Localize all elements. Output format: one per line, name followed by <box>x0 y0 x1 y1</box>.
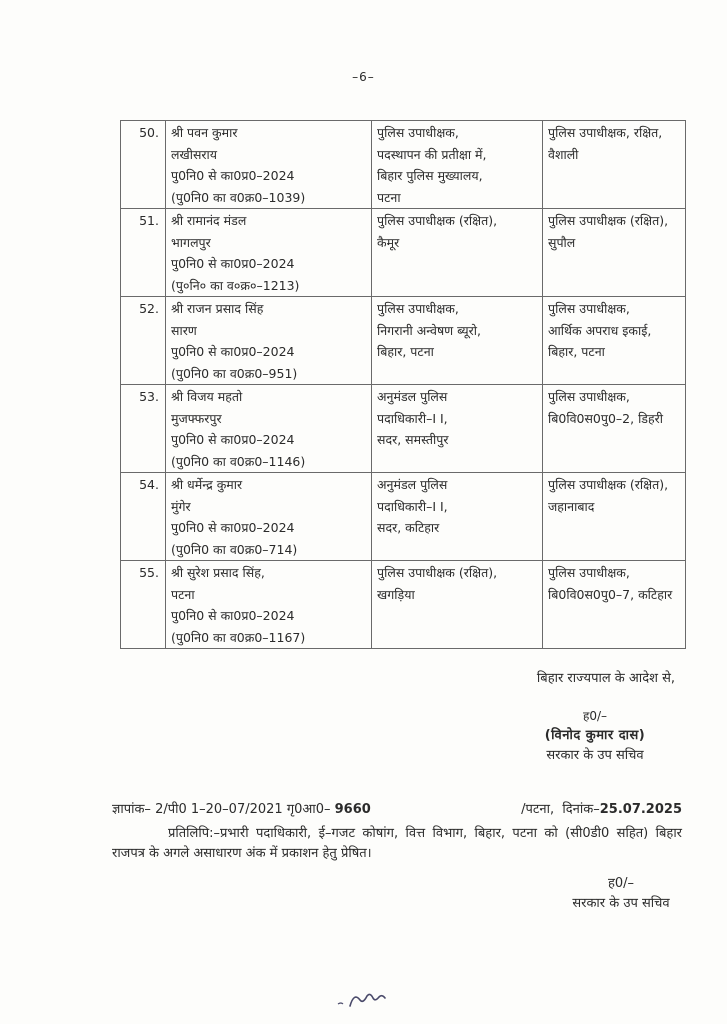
new-post-cell <box>543 561 686 649</box>
current-post-line: पुलिस उपाधीक्षक (रक्षित), <box>377 213 498 228</box>
officer-cell <box>166 297 372 385</box>
new-post-cell <box>543 297 686 385</box>
new-post-line: बिहार, पटना <box>548 344 605 359</box>
officer-cell <box>166 385 372 473</box>
signature-block <box>520 706 670 766</box>
new-post-line: बि0वि0स0पु0–7, कटिहार <box>548 586 673 602</box>
new-post-line: पुलिस उपाधीक्षक (रक्षित), <box>548 213 669 228</box>
serial-cell <box>121 473 166 561</box>
serial-number: 51. <box>139 213 159 228</box>
home-district: मुंगेर <box>171 498 191 514</box>
promotion-info: पु0नि0 से का0प्र0–2024 <box>171 168 295 183</box>
home-district: सारण <box>171 322 197 338</box>
current-post-line: पटना <box>377 189 401 205</box>
seniority-info: (पु०नि० का व०क्र०–1213) <box>171 277 300 293</box>
new-post-line: बि0वि0स0पु0–2, डिहरी <box>548 410 663 426</box>
memo-section <box>112 800 682 864</box>
table-row <box>121 209 686 297</box>
current-post-cell <box>372 121 543 209</box>
current-post-line: बिहार, पटना <box>377 344 434 359</box>
current-post-cell <box>372 385 543 473</box>
new-post-line: आर्थिक अपराध इकाई, <box>548 322 652 338</box>
footer-signature-block <box>556 874 686 914</box>
current-post-line: सदर, समस्तीपुर <box>377 432 449 447</box>
serial-cell <box>121 209 166 297</box>
current-post-line: खगड़िया <box>377 586 415 602</box>
signed-mark: ह0/– <box>582 709 608 723</box>
memo-date: 25.07.2025 <box>599 802 682 817</box>
table-row <box>121 297 686 385</box>
serial-cell <box>121 561 166 649</box>
officer-cell <box>166 121 372 209</box>
new-post-line: पुलिस उपाधीक्षक (रक्षित), <box>548 477 669 492</box>
serial-cell <box>121 385 166 473</box>
current-post-line: निगरानी अन्वेषण ब्यूरो, <box>377 322 481 338</box>
memo-date-label: दिनांक– <box>562 802 600 817</box>
current-post-line: बिहार पुलिस मुख्यालय, <box>377 168 483 183</box>
governor-order-line: बिहार राज्यपाल के आदेश से, <box>536 671 675 686</box>
seniority-info: (पु0नि0 का व0क्र0–714) <box>171 541 298 557</box>
copy-distribution-text: प्रतिलिपि:–प्रभारी पदाधिकारी, ई–गजट कोषांग, वित्त विभाग, बिहार, पटना को (सी0डी0 सहित) बिहार राजपत्र के अगले असाधारण अंक में प्रकाशन हेतु प्रेषित। <box>112 826 682 861</box>
officer-designation: सरकार के उप सचिव <box>546 748 644 763</box>
promotion-info: पु0नि0 से का0प्र0–2024 <box>171 520 295 535</box>
home-district: मुजफ्फरपुर <box>171 410 222 426</box>
current-post-line: अनुमंडल पुलिस <box>377 477 448 492</box>
memo-date-group <box>521 800 682 820</box>
current-post-line: पुलिस उपाधीक्षक (रक्षित), <box>377 565 498 580</box>
home-district: लखीसराय <box>171 146 217 162</box>
current-post-line: पुलिस उपाधीक्षक, <box>377 125 459 140</box>
current-post-line: सदर, कटिहार <box>377 520 440 535</box>
serial-number: 55. <box>139 565 159 580</box>
current-post-line: अनुमंडल पुलिस <box>377 389 448 404</box>
new-post-cell <box>543 209 686 297</box>
officer-name: श्री सुरेश प्रसाद सिंह, <box>171 565 265 580</box>
officer-name: श्री पवन कुमार <box>171 125 238 140</box>
promotion-info: पु0नि0 से का0प्र0–2024 <box>171 608 295 623</box>
officer-name: (विनोद कुमार दास) <box>544 728 646 743</box>
memo-prefix: ज्ञापांक– 2/पी0 1–20–07/2021 गृ0आ0– <box>112 802 331 817</box>
current-post-cell <box>372 297 543 385</box>
serial-cell <box>121 297 166 385</box>
seniority-info: (पु0नि0 का व0क्र0–1146) <box>171 453 306 469</box>
current-post-line: पुलिस उपाधीक्षक, <box>377 301 459 316</box>
memo-number: 9660 <box>334 802 371 817</box>
table-row <box>121 561 686 649</box>
handwritten-initials-icon <box>336 988 396 1012</box>
new-post-line: पुलिस उपाधीक्षक, <box>548 389 630 404</box>
home-district: भागलपुर <box>171 234 211 250</box>
officer-cell <box>166 209 372 297</box>
seniority-info: (पु0नि0 का व0क्र0–1167) <box>171 629 306 645</box>
promotion-info: पु0नि0 से का0प्र0–2024 <box>171 344 295 359</box>
new-post-line: वैशाली <box>548 146 579 162</box>
serial-number: 50. <box>139 125 159 140</box>
footer-designation: सरकार के उप सचिव <box>572 896 670 911</box>
officer-cell <box>166 473 372 561</box>
memo-reference <box>112 800 371 820</box>
current-post-line: पदाधिकारी–I I, <box>377 498 448 514</box>
current-post-cell <box>372 473 543 561</box>
transfer-table-body <box>121 121 686 649</box>
table-row <box>121 385 686 473</box>
page-number: –6– <box>352 70 375 84</box>
serial-number: 54. <box>139 477 159 492</box>
new-post-line: जहानाबाद <box>548 498 595 514</box>
seniority-info: (पु0नि0 का व0क्र0–951) <box>171 365 298 381</box>
new-post-line: पुलिस उपाधीक्षक, रक्षित, <box>548 125 663 140</box>
new-post-line: पुलिस उपाधीक्षक, <box>548 301 630 316</box>
new-post-line: सुपौल <box>548 234 576 250</box>
officer-name: श्री रामानंद मंडल <box>171 213 247 228</box>
officer-name: श्री राजन प्रसाद सिंह <box>171 301 264 316</box>
new-post-cell <box>543 473 686 561</box>
new-post-cell <box>543 385 686 473</box>
promotion-info: पु0नि0 से का0प्र0–2024 <box>171 256 295 271</box>
serial-number: 53. <box>139 389 159 404</box>
officer-cell <box>166 561 372 649</box>
officer-name: श्री धर्मेन्द्र कुमार <box>171 477 243 492</box>
table-row <box>121 121 686 209</box>
officer-name: श्री विजय महतो <box>171 389 243 404</box>
current-post-line: पदाधिकारी–I I, <box>377 410 448 426</box>
table-row <box>121 473 686 561</box>
current-post-cell <box>372 561 543 649</box>
current-post-cell <box>372 209 543 297</box>
promotion-info: पु0नि0 से का0प्र0–2024 <box>171 432 295 447</box>
serial-cell <box>121 121 166 209</box>
transfer-table <box>120 120 686 649</box>
new-post-line: पुलिस उपाधीक्षक, <box>548 565 630 580</box>
new-post-cell <box>543 121 686 209</box>
memo-reference-row <box>112 800 682 820</box>
current-post-line: पदस्थापन की प्रतीक्षा में, <box>377 146 487 162</box>
seniority-info: (पु0नि0 का व0क्र0–1039) <box>171 189 306 205</box>
home-district: पटना <box>171 586 195 602</box>
footer-signed-mark: ह0/– <box>607 876 635 891</box>
current-post-line: कैमूर <box>377 234 400 250</box>
serial-number: 52. <box>139 301 159 316</box>
memo-place: /पटना, <box>521 802 555 817</box>
